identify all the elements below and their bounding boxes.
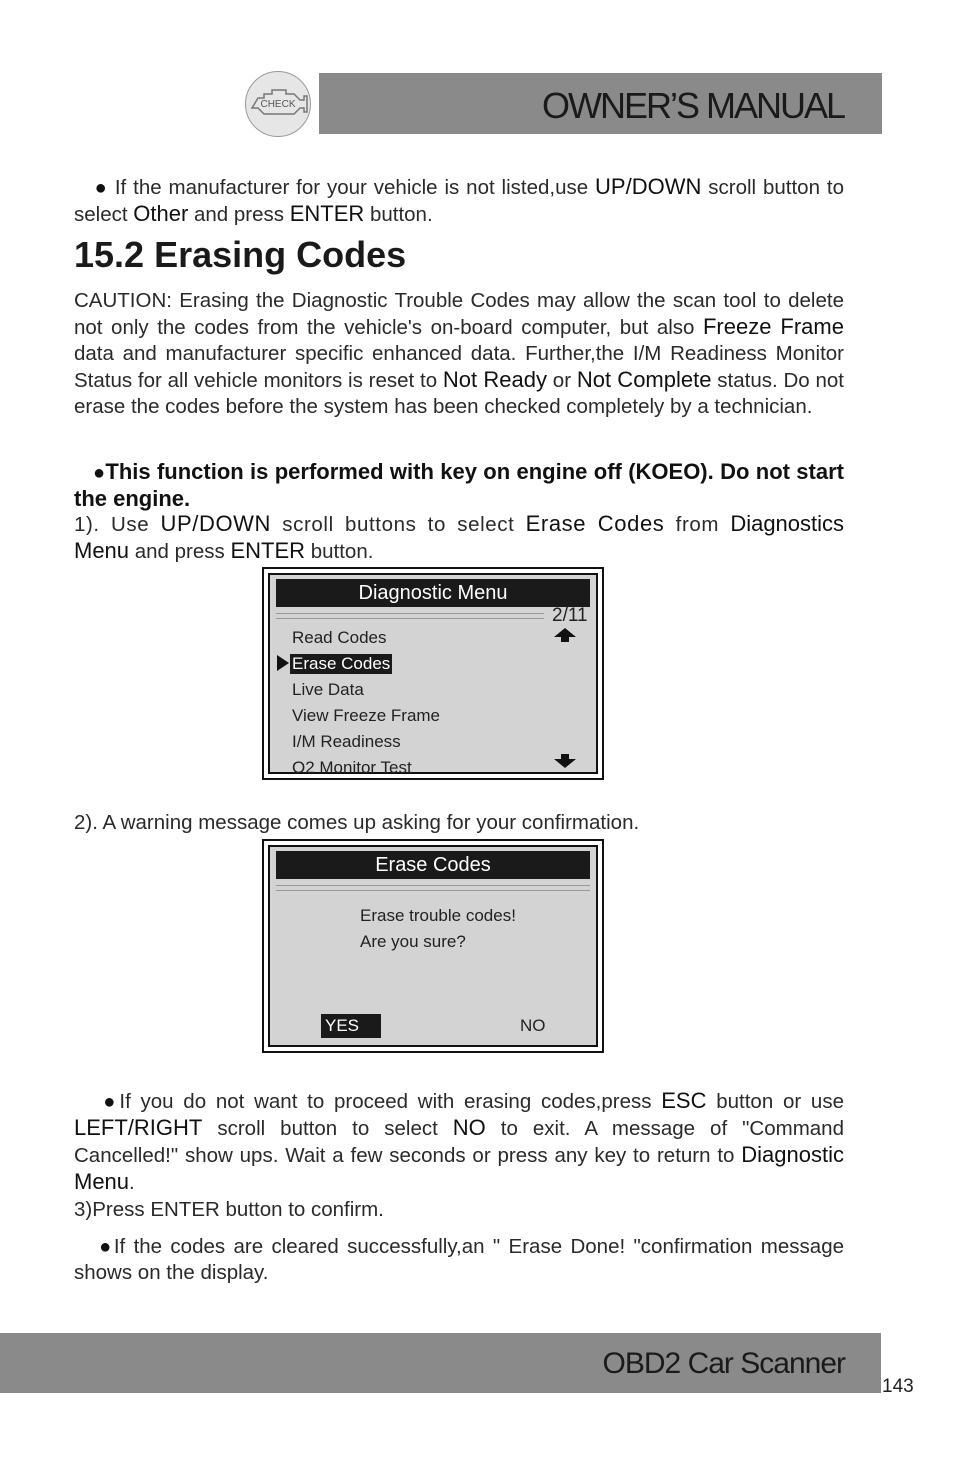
check-engine-logo	[245, 71, 311, 137]
koeo-note: ●This function is performed with key on engine off (KOEO). Do not start the engine.	[74, 459, 844, 511]
key-enter: ENTER	[289, 201, 365, 226]
key-up-down: UP/DOWN	[595, 174, 702, 199]
warning-line-1: Erase trouble codes!	[360, 906, 516, 925]
caution-paragraph: CAUTION: Erasing the Diagnostic Trouble Codes may allow the scan tool to delete not only the codes from the vehicle's on-board computer, but also Freeze Frame data and manufacturer specific enhanced data. Further,the I/M Readiness Monitor Status for all vehicle monitors is reset to Not Ready or Not Complete status. Do not erase the codes before the system has been checked completely by a technician.	[74, 289, 844, 418]
logo-text: CHECK	[260, 99, 296, 110]
intro-paragraph: ● If the manufacturer for your vehicle is not listed,use UP/DOWN scroll button to select Other and press ENTER button.	[74, 174, 844, 226]
esc-note: ●If you do not want to proceed with erasing codes,press ESC button or use LEFT/RIGHT scroll button to select NO to exit. A message of "Command Cancelled!" show ups. Wait a few seconds or press any key to return to Diagnostic Menu.	[74, 1088, 844, 1194]
warning-line-2: Are you sure?	[360, 932, 466, 951]
arrow-down-icon	[553, 753, 577, 769]
triangle-right-icon	[276, 654, 290, 672]
menu-item-read-codes[interactable]: Read Codes	[292, 628, 387, 647]
term-not-complete: Not Complete	[576, 367, 712, 392]
bullet: ●	[99, 1236, 114, 1258]
menu-item-erase-codes[interactable]: Erase Codes	[292, 654, 391, 673]
arrow-up-icon	[553, 627, 577, 643]
menu-item-live-data[interactable]: Live Data	[292, 680, 364, 699]
menu-item-view-freeze-frame[interactable]: View Freeze Frame	[292, 706, 441, 725]
separator	[276, 885, 590, 891]
bullet: ●	[94, 177, 108, 199]
key-other: Other	[133, 201, 189, 226]
section-title: 15.2 Erasing Codes	[74, 234, 407, 275]
key-esc: ESC	[661, 1088, 707, 1113]
erase-codes-screen	[262, 839, 604, 1053]
diagnostic-menu-screen	[262, 567, 604, 780]
key-left-right: LEFT/RIGHT	[74, 1115, 203, 1140]
menu-item-im-readiness[interactable]: I/M Readiness	[292, 732, 401, 751]
term-diagnostic-menu: Diagnostic Menu	[74, 1142, 844, 1194]
term-not-ready: Not Ready	[442, 367, 547, 392]
manual-title: OWNER’S MANUAL	[541, 85, 844, 126]
footer-bar	[0, 1333, 881, 1393]
term-freeze-frame: Freeze Frame	[702, 314, 844, 339]
term-erase-codes: Erase Codes	[525, 511, 665, 536]
separator	[276, 613, 544, 619]
term-diagnostics-menu: Diagnostics Menu	[74, 511, 845, 563]
bullet: ●	[93, 462, 106, 484]
key-enter: ENTER	[230, 538, 306, 563]
bullet: ●	[103, 1091, 120, 1113]
step-1: 1). Use UP/DOWN scroll buttons to select Erase Codes from Diagnostics Menu and press ENTER button.	[74, 511, 845, 563]
step-3: 3)Press ENTER button to confirm.	[74, 1198, 384, 1221]
key-up-down: UP/DOWN	[160, 511, 272, 536]
screen-display	[268, 573, 598, 777]
page-indicator: 2/11	[552, 605, 588, 626]
screen-title: Erase Codes	[276, 851, 590, 879]
screen-title: Diagnostic Menu	[276, 579, 590, 607]
page-number: 143	[882, 1376, 914, 1397]
step-2: 2). A warning message comes up asking for your confirmation.	[74, 811, 640, 834]
no-button[interactable]: NO	[520, 1016, 546, 1035]
footer-title: OBD2 Car Scanner	[602, 1347, 845, 1380]
key-no: NO	[452, 1115, 486, 1140]
menu-item-o2-monitor-test[interactable]: O2 Monitor Test	[292, 758, 412, 777]
done-note: ●If the codes are cleared successfully,an " Erase Done! "confirmation message shows on the display.	[74, 1235, 844, 1284]
screen-display	[268, 845, 598, 1047]
yes-button[interactable]: YES	[321, 1014, 381, 1038]
header-bar	[319, 73, 882, 134]
